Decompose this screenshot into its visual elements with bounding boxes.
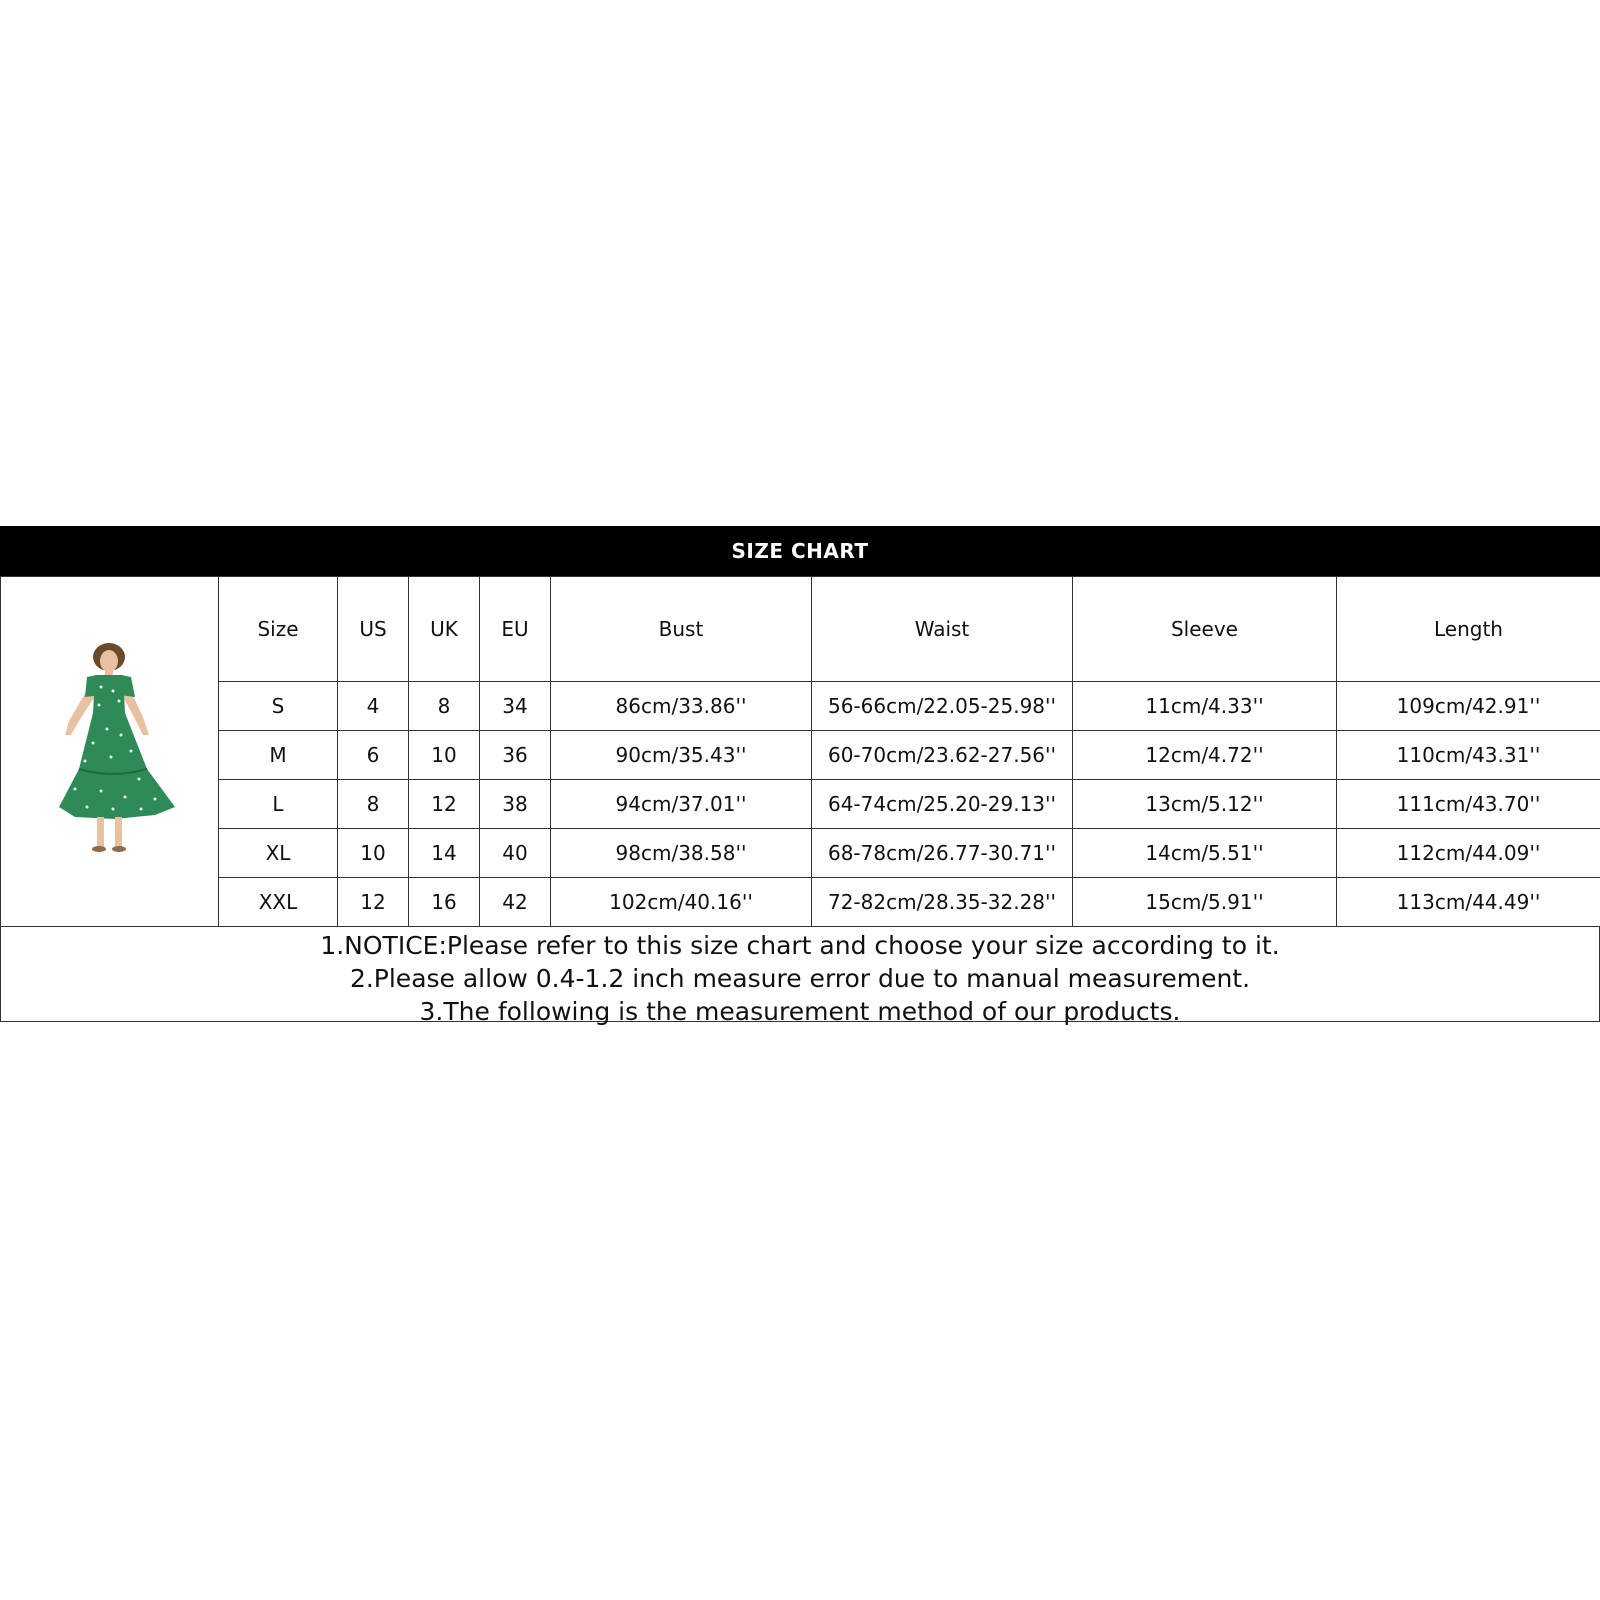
table-cell: 14cm/5.51'': [1073, 829, 1337, 878]
note-line: 3.The following is the measurement method of our products.: [419, 997, 1181, 1026]
column-header: US: [338, 577, 409, 682]
table-cell: 36: [480, 731, 551, 780]
table-cell: 8: [338, 780, 409, 829]
table-row: [1, 731, 1600, 780]
table-cell: 86cm/33.86'': [551, 682, 812, 731]
column-header: UK: [409, 577, 480, 682]
table-cell: 12cm/4.72'': [1073, 731, 1337, 780]
table-cell: 102cm/40.16'': [551, 878, 812, 927]
table-cell: 42: [480, 878, 551, 927]
column-header: Waist: [812, 577, 1073, 682]
notes-section: [0, 927, 1600, 1026]
table-cell: 40: [480, 829, 551, 878]
table-row: [1, 682, 1600, 731]
column-header: Sleeve: [1073, 577, 1337, 682]
table-cell: 98cm/38.58'': [551, 829, 812, 878]
table-cell: 6: [338, 731, 409, 780]
table-cell: 11cm/4.33'': [1073, 682, 1337, 731]
table-cell: 72-82cm/28.35-32.28'': [812, 878, 1073, 927]
table-cell: 111cm/43.70'': [1337, 780, 1600, 829]
table-cell: XXL: [219, 878, 338, 927]
table-cell: L: [219, 780, 338, 829]
table-cell: 60-70cm/23.62-27.56'': [812, 731, 1073, 780]
table-cell: 94cm/37.01'': [551, 780, 812, 829]
column-header: Size: [219, 577, 338, 682]
table-cell: 90cm/35.43'': [551, 731, 812, 780]
table-cell: 34: [480, 682, 551, 731]
table-cell: 8: [409, 682, 480, 731]
table-cell: 112cm/44.09'': [1337, 829, 1600, 878]
size-chart-title: SIZE CHART: [0, 526, 1600, 576]
table-header-row: [1, 577, 1600, 682]
note-line: 1.NOTICE:Please refer to this size chart and choose your size according to it.: [320, 931, 1280, 960]
table-cell: 15cm/5.91'': [1073, 878, 1337, 927]
table-row: [1, 829, 1600, 878]
table-row: [1, 878, 1600, 927]
table-cell: M: [219, 731, 338, 780]
table-cell: 14: [409, 829, 480, 878]
table-cell: 64-74cm/25.20-29.13'': [812, 780, 1073, 829]
note-line: 2.Please allow 0.4-1.2 inch measure error due to manual measurement.: [349, 964, 1251, 993]
table-cell: 109cm/42.91'': [1337, 682, 1600, 731]
table-cell: S: [219, 682, 338, 731]
column-header: EU: [480, 577, 551, 682]
size-chart: [0, 526, 1600, 1026]
table-cell: 4: [338, 682, 409, 731]
table-cell: 12: [409, 780, 480, 829]
table-cell: 68-78cm/26.77-30.71'': [812, 829, 1073, 878]
table-cell: 113cm/44.49'': [1337, 878, 1600, 927]
column-header: Length: [1337, 577, 1600, 682]
table-cell: 12: [338, 878, 409, 927]
table-cell: 13cm/5.12'': [1073, 780, 1337, 829]
table-row: [1, 780, 1600, 829]
table-cell: 10: [409, 731, 480, 780]
dress-illustration-icon: [35, 639, 185, 859]
table-cell: 38: [480, 780, 551, 829]
size-table: [0, 576, 1600, 927]
table-cell: XL: [219, 829, 338, 878]
table-cell: 16: [409, 878, 480, 927]
table-cell: 56-66cm/22.05-25.98'': [812, 682, 1073, 731]
product-image-cell: [1, 577, 219, 927]
column-header: Bust: [551, 577, 812, 682]
table-cell: 10: [338, 829, 409, 878]
table-cell: 110cm/43.31'': [1337, 731, 1600, 780]
